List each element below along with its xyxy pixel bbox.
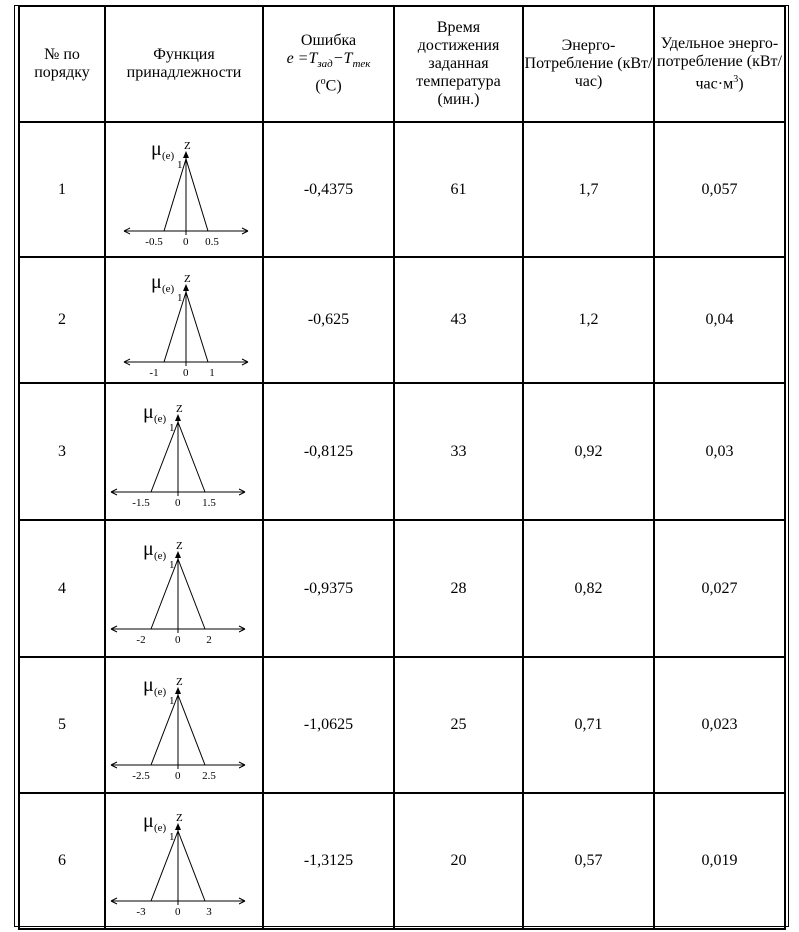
cell-energy: 0,92 <box>523 383 654 520</box>
formula-t2: T <box>343 50 353 68</box>
right-bound-label: 2 <box>206 633 212 646</box>
origin-label: 0 <box>183 235 189 248</box>
cell-num: 5 <box>19 657 105 793</box>
mu-argument: (e) <box>154 412 167 425</box>
right-bound-label: 0.5 <box>205 235 219 248</box>
membership-function-cell <box>105 657 263 793</box>
z-axis-arrow <box>175 687 181 694</box>
peak-value-label: 1 <box>177 292 183 304</box>
peak-value-label: 1 <box>177 158 183 171</box>
cell-error: -1,3125 <box>263 793 394 929</box>
peak-value-label: 1 <box>169 558 175 571</box>
header-time <box>394 6 523 122</box>
header-specific-sup: 3 <box>733 73 739 85</box>
mu-argument: (e) <box>154 686 167 698</box>
results-table <box>18 5 786 930</box>
cell-time: 33 <box>394 383 523 520</box>
mu-symbol: μ <box>151 137 162 160</box>
formula-sub2: тек <box>352 58 371 71</box>
mu-symbol: μ <box>143 537 154 560</box>
origin-label: 0 <box>183 367 189 378</box>
header-error-unit <box>264 73 393 95</box>
mu-argument: (e) <box>154 822 167 834</box>
membership-function-cell <box>105 520 263 657</box>
left-bound-label: -2 <box>136 633 146 646</box>
cell-num: 1 <box>19 122 105 257</box>
table-row <box>19 122 785 257</box>
formula-t1: T <box>308 50 318 68</box>
mu-argument: (e) <box>154 549 167 562</box>
cell-specific: 0,03 <box>654 383 785 520</box>
origin-label: 0 <box>175 633 181 646</box>
peak-value-label: 1 <box>169 695 175 707</box>
header-num-text: № по порядку <box>34 46 90 81</box>
header-error-title: Ошибка <box>300 32 357 50</box>
cell-error: -0,8125 <box>263 383 394 520</box>
mu-argument: (e) <box>162 149 175 162</box>
right-bound-label: 2.5 <box>202 770 216 782</box>
header-specific-text: Удельное энерго-потребление (кВт/час·м <box>657 34 782 93</box>
header-row <box>19 6 785 122</box>
z-axis-arrow <box>183 151 189 158</box>
peak-value-label: 1 <box>169 831 175 843</box>
header-func <box>105 6 263 122</box>
cell-num: 4 <box>19 520 105 657</box>
cell-specific: 0,057 <box>654 122 785 257</box>
formula-eq: = <box>297 50 309 68</box>
origin-label: 0 <box>175 496 181 509</box>
cell-time: 20 <box>394 793 523 929</box>
cell-energy: 0,57 <box>523 793 654 929</box>
cell-energy: 0,82 <box>523 520 654 657</box>
cell-time: 25 <box>394 657 523 793</box>
z-axis-label: Z <box>176 539 183 552</box>
table-row <box>19 793 785 929</box>
header-func-text: Функция принадлежности <box>126 46 242 81</box>
membership-function-cell <box>105 122 263 257</box>
table-row <box>19 520 785 657</box>
peak-value-label: 1 <box>169 421 175 434</box>
cell-error: -1,0625 <box>263 657 394 793</box>
table-row <box>19 657 785 793</box>
header-error <box>263 6 394 122</box>
cell-specific: 0,023 <box>654 657 785 793</box>
left-bound-label: -1.5 <box>132 496 150 509</box>
cell-time: 43 <box>394 257 523 383</box>
header-num <box>19 6 105 122</box>
cell-time: 28 <box>394 520 523 657</box>
membership-triangle-graph <box>106 665 262 785</box>
cell-num: 3 <box>19 383 105 520</box>
left-bound-label: -1 <box>149 367 159 378</box>
z-axis-arrow <box>175 414 181 421</box>
left-bound-label: -3 <box>136 906 146 918</box>
membership-triangle-graph <box>106 529 262 649</box>
table-row <box>19 257 785 383</box>
cell-error: -0,4375 <box>263 122 394 257</box>
membership-function-cell <box>105 793 263 929</box>
membership-function-cell <box>105 257 263 383</box>
header-specific <box>654 6 785 122</box>
cell-specific: 0,027 <box>654 520 785 657</box>
mu-argument: (e) <box>162 283 175 295</box>
mu-symbol: μ <box>143 810 154 832</box>
z-axis-arrow <box>183 284 189 291</box>
header-energy-text: Энерго-Потребление (кВт/час) <box>524 37 653 90</box>
header-time-text: Время достижения заданная температура (мин.) <box>416 19 501 108</box>
membership-triangle-graph <box>106 801 262 921</box>
right-bound-label: 1.5 <box>202 496 216 509</box>
header-error-formula <box>264 50 393 73</box>
z-axis-arrow <box>175 823 181 830</box>
left-bound-label: -2.5 <box>132 770 150 782</box>
unit-open: ( <box>315 77 321 95</box>
unit-rest: C) <box>325 77 342 95</box>
membership-function-cell <box>105 383 263 520</box>
z-axis-label: Z <box>176 812 183 824</box>
right-bound-label: 3 <box>206 906 212 918</box>
cell-energy: 1,7 <box>523 122 654 257</box>
formula-e: e <box>286 50 294 68</box>
mu-symbol: μ <box>143 400 154 423</box>
cell-num: 2 <box>19 257 105 383</box>
cell-specific: 0,04 <box>654 257 785 383</box>
right-bound-label: 1 <box>209 367 215 378</box>
unit-sup: o <box>320 76 326 88</box>
left-bound-label: -0.5 <box>145 235 163 248</box>
membership-triangle-graph <box>106 131 262 249</box>
cell-error: -0,9375 <box>263 520 394 657</box>
cell-specific: 0,019 <box>654 793 785 929</box>
z-axis-label: Z <box>176 402 183 415</box>
z-axis-label: Z <box>184 273 191 285</box>
origin-label: 0 <box>175 906 181 918</box>
origin-label: 0 <box>175 770 181 782</box>
membership-triangle-graph <box>106 262 262 378</box>
membership-triangle-graph <box>106 392 262 512</box>
z-axis-label: Z <box>176 676 183 688</box>
table-row <box>19 383 785 520</box>
z-axis-label: Z <box>184 139 191 152</box>
cell-energy: 1,2 <box>523 257 654 383</box>
z-axis-arrow <box>175 551 181 558</box>
cell-num: 6 <box>19 793 105 929</box>
cell-energy: 0,71 <box>523 657 654 793</box>
cell-error: -0,625 <box>263 257 394 383</box>
cell-time: 61 <box>394 122 523 257</box>
header-specific-close: ) <box>738 75 744 93</box>
header-energy <box>523 6 654 122</box>
formula-sub1: зад <box>317 58 333 71</box>
mu-symbol: μ <box>151 271 162 293</box>
formula-minus: − <box>332 50 344 68</box>
mu-symbol: μ <box>143 674 154 696</box>
